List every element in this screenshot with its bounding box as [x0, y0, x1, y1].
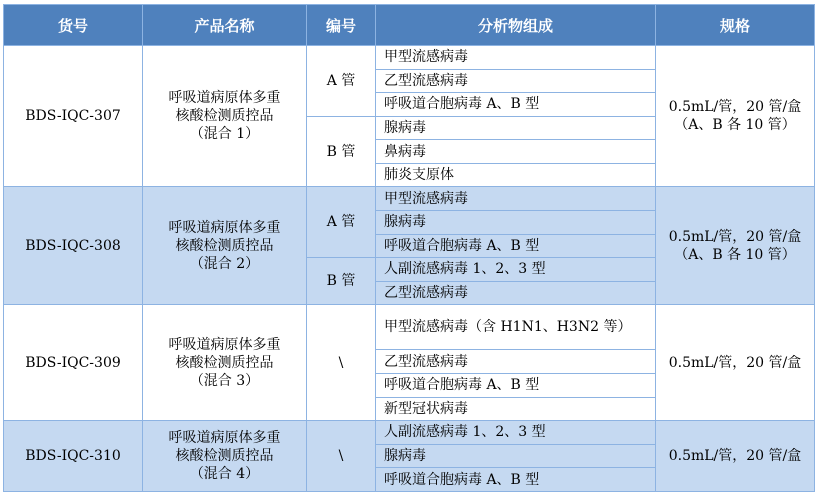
product-name-line: （混合 2）	[189, 255, 260, 272]
analyte-cell: 呼吸道合胞病毒 A、B 型	[376, 374, 656, 398]
product-table	[3, 4, 815, 492]
spec-line: （A、B 各 10 管）	[674, 117, 796, 134]
spec-line: 0.5mL/管，20 管/盒	[668, 99, 802, 116]
spec-line: 0.5mL/管，20 管/盒	[668, 228, 802, 245]
spec-line: 0.5mL/管，20 管/盒	[668, 448, 802, 465]
header-code: 编号	[307, 5, 376, 46]
analyte-cell: 甲型流感病毒	[376, 187, 656, 211]
spec-line: 0.5mL/管，20 管/盒	[668, 354, 802, 371]
analyte-cell: 腺病毒	[376, 211, 656, 235]
product-name-line: 呼吸道病原体多重	[168, 430, 281, 447]
analyte-cell: 甲型流感病毒	[376, 46, 656, 70]
product-name-line: 呼吸道病原体多重	[168, 90, 281, 107]
product-name-line: （混合 3）	[189, 372, 260, 389]
product-name-line: 核酸检测质控品	[175, 108, 274, 125]
analyte-cell: 甲型流感病毒（含 H1N1、H3N2 等）	[376, 305, 656, 350]
product-name-line: 核酸检测质控品	[175, 237, 274, 254]
product-name-line: 呼吸道病原体多重	[168, 336, 281, 353]
analyte-cell: 呼吸道合胞病毒 A、B 型	[376, 468, 656, 492]
tube-code-cell: B 管	[307, 116, 376, 187]
analyte-cell: 呼吸道合胞病毒 A、B 型	[376, 93, 656, 117]
analyte-cell: 腺病毒	[376, 444, 656, 468]
spec-cell	[656, 305, 815, 421]
analyte-cell: 新型冠状病毒	[376, 397, 656, 421]
analyte-cell: 人副流感病毒 1、2、3 型	[376, 258, 656, 282]
tube-code-cell: A 管	[307, 187, 376, 258]
product-name-line: 呼吸道病原体多重	[168, 219, 281, 236]
spec-line: （A、B 各 10 管）	[674, 246, 796, 263]
product-name-line: （混合 1）	[189, 126, 260, 143]
product-name-line: （混合 4）	[189, 466, 260, 483]
product-name-cell	[143, 421, 307, 492]
analyte-cell: 乙型流感病毒	[376, 69, 656, 93]
header-spec: 规格	[656, 5, 815, 46]
product-name-line: 核酸检测质控品	[175, 448, 274, 465]
table-row	[4, 421, 815, 445]
item-no-cell: BDS-IQC-307	[4, 46, 143, 187]
item-no-cell: BDS-IQC-310	[4, 421, 143, 492]
spec-cell	[656, 46, 815, 187]
tube-code-cell: B 管	[307, 258, 376, 305]
header-product-name: 产品名称	[143, 5, 307, 46]
analyte-cell: 鼻病毒	[376, 140, 656, 164]
tube-code-cell: \	[307, 421, 376, 492]
analyte-cell: 呼吸道合胞病毒 A、B 型	[376, 234, 656, 258]
item-no-cell: BDS-IQC-308	[4, 187, 143, 305]
header-analytes: 分析物组成	[376, 5, 656, 46]
analyte-cell: 腺病毒	[376, 116, 656, 140]
item-no-cell: BDS-IQC-309	[4, 305, 143, 421]
analyte-cell: 人副流感病毒 1、2、3 型	[376, 421, 656, 445]
analyte-cell: 肺炎支原体	[376, 163, 656, 187]
table-row	[4, 305, 815, 350]
analyte-cell: 乙型流感病毒	[376, 281, 656, 305]
tube-code-cell: A 管	[307, 46, 376, 117]
table-row	[4, 187, 815, 211]
product-name-cell	[143, 187, 307, 305]
analyte-cell: 乙型流感病毒	[376, 350, 656, 374]
product-name-line: 核酸检测质控品	[175, 354, 274, 371]
table-row	[4, 46, 815, 70]
product-name-cell	[143, 305, 307, 421]
table-header-row	[4, 5, 815, 46]
product-name-cell	[143, 46, 307, 187]
spec-cell	[656, 187, 815, 305]
header-item-no: 货号	[4, 5, 143, 46]
tube-code-cell: \	[307, 305, 376, 421]
spec-cell	[656, 421, 815, 492]
